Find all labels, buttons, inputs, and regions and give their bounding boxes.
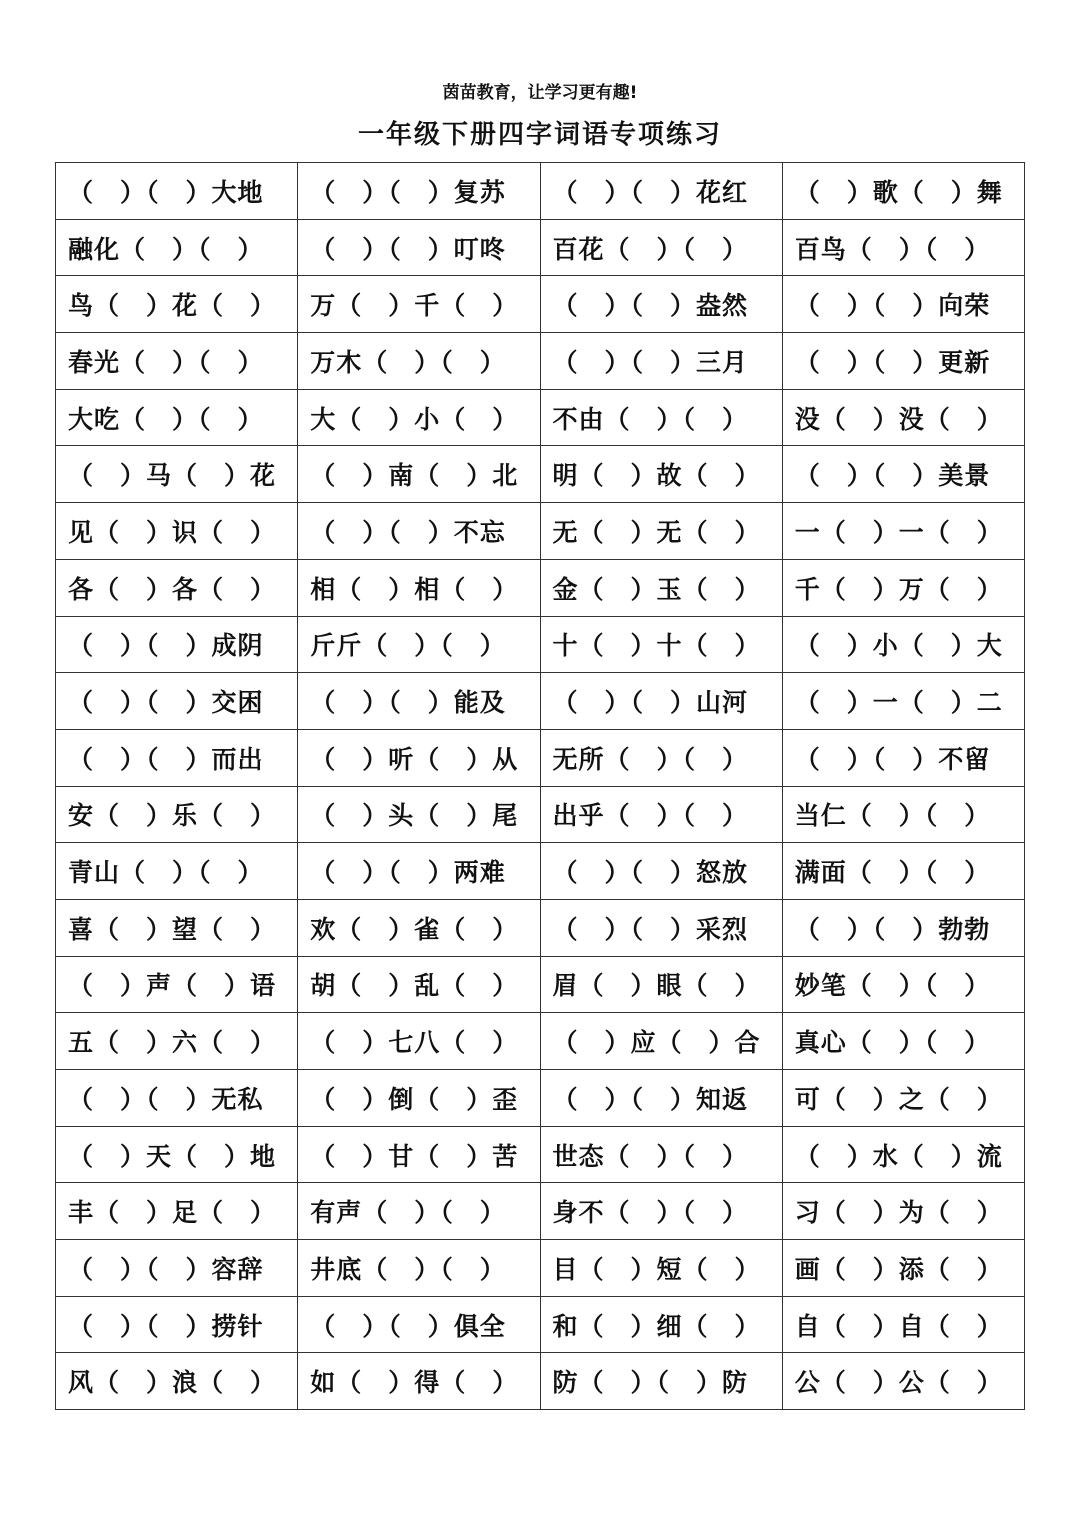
table-row [56, 559, 1025, 616]
idiom-cell: （ ）（ ）盎然 [540, 276, 782, 333]
table-row [56, 503, 1025, 560]
idiom-cell: 十（ ）十（ ） [540, 616, 782, 673]
table-row [56, 219, 1025, 276]
idiom-cell: （ ）（ ）大地 [56, 163, 298, 220]
idiom-cell: 目（ ）短（ ） [540, 1240, 782, 1297]
table-row [56, 1013, 1025, 1070]
idiom-cell: （ ）（ ）无私 [56, 1070, 298, 1127]
idiom-cell: 无所（ ）（ ） [540, 729, 782, 786]
idiom-cell: 眉（ ）眼（ ） [540, 956, 782, 1013]
idiom-cell: 可（ ）之（ ） [782, 1070, 1024, 1127]
idiom-cell: 明（ ）故（ ） [540, 446, 782, 503]
idiom-cell: （ ）应（ ）合 [540, 1013, 782, 1070]
idiom-cell: 各（ ）各（ ） [56, 559, 298, 616]
idiom-cell: （ ）（ ）交困 [56, 673, 298, 730]
idiom-cell: 画（ ）添（ ） [782, 1240, 1024, 1297]
idiom-cell: 无（ ）无（ ） [540, 503, 782, 560]
idiom-cell: （ ）（ ）向荣 [782, 276, 1024, 333]
idiom-cell: （ ）甘（ ）苦 [298, 1126, 540, 1183]
idiom-cell: （ ）（ ）美景 [782, 446, 1024, 503]
idiom-cell: 风（ ）浪（ ） [56, 1353, 298, 1410]
table-row [56, 1126, 1025, 1183]
idiom-cell: （ ）（ ）三月 [540, 333, 782, 390]
idiom-cell: 如（ ）得（ ） [298, 1353, 540, 1410]
idiom-cell: 春光（ ）（ ） [56, 333, 298, 390]
idiom-cell: 融化（ ）（ ） [56, 219, 298, 276]
header-slogan: 茵苗教育，让学习更有趣! [442, 83, 638, 103]
table-row [56, 786, 1025, 843]
idiom-cell: 妙笔（ ）（ ） [782, 956, 1024, 1013]
idiom-cell: 大吃（ ）（ ） [56, 389, 298, 446]
idiom-cell: （ ）（ ）知返 [540, 1070, 782, 1127]
idiom-cell: （ ）（ ）采烈 [540, 899, 782, 956]
table-row [56, 1353, 1025, 1410]
idiom-cell: 胡（ ）乱（ ） [298, 956, 540, 1013]
table-row [56, 1070, 1025, 1127]
idiom-cell: 万木（ ）（ ） [298, 333, 540, 390]
idiom-cell: 身不（ ）（ ） [540, 1183, 782, 1240]
table-row [56, 333, 1025, 390]
idiom-cell: 世态（ ）（ ） [540, 1126, 782, 1183]
idiom-cell: 大（ ）小（ ） [298, 389, 540, 446]
idiom-cell: 有声（ ）（ ） [298, 1183, 540, 1240]
idiom-exercise-table [55, 162, 1025, 1410]
table-row [56, 843, 1025, 900]
idiom-cell: 公（ ）公（ ） [782, 1353, 1024, 1410]
idiom-cell: （ ）（ ）怒放 [540, 843, 782, 900]
table-row [56, 1296, 1025, 1353]
idiom-cell: 防（ ）（ ）防 [540, 1353, 782, 1410]
idiom-cell: （ ）声（ ）语 [56, 956, 298, 1013]
idiom-cell: （ ）歌（ ）舞 [782, 163, 1024, 220]
idiom-cell: 青山（ ）（ ） [56, 843, 298, 900]
table-row [56, 673, 1025, 730]
idiom-cell: （ ）（ ）成阴 [56, 616, 298, 673]
idiom-cell: 斤斤（ ）（ ） [298, 616, 540, 673]
idiom-cell: 欢（ ）雀（ ） [298, 899, 540, 956]
idiom-cell: 相（ ）相（ ） [298, 559, 540, 616]
table-row [56, 899, 1025, 956]
idiom-cell: 自（ ）自（ ） [782, 1296, 1024, 1353]
worksheet-title: 一年级下册四字词语专项练习 [357, 120, 722, 150]
table-row [56, 389, 1025, 446]
idiom-cell: 安（ ）乐（ ） [56, 786, 298, 843]
idiom-cell: （ ）小（ ）大 [782, 616, 1024, 673]
idiom-cell: （ ）（ ）俱全 [298, 1296, 540, 1353]
idiom-cell: （ ）七八（ ） [298, 1013, 540, 1070]
table-row [56, 729, 1025, 786]
idiom-cell: 千（ ）万（ ） [782, 559, 1024, 616]
idiom-cell: 喜（ ）望（ ） [56, 899, 298, 956]
idiom-cell: （ ）（ ）勃勃 [782, 899, 1024, 956]
table-row [56, 956, 1025, 1013]
idiom-cell: 鸟（ ）花（ ） [56, 276, 298, 333]
idiom-cell: 真心（ ）（ ） [782, 1013, 1024, 1070]
idiom-cell: （ ）（ ）更新 [782, 333, 1024, 390]
idiom-cell: 满面（ ）（ ） [782, 843, 1024, 900]
idiom-cell: 井底（ ）（ ） [298, 1240, 540, 1297]
idiom-cell: （ ）（ ）复苏 [298, 163, 540, 220]
idiom-cell: 当仁（ ）（ ） [782, 786, 1024, 843]
idiom-cell: 一（ ）一（ ） [782, 503, 1024, 560]
idiom-cell: 万（ ）千（ ） [298, 276, 540, 333]
idiom-cell: 没（ ）没（ ） [782, 389, 1024, 446]
idiom-cell: （ ）（ ）能及 [298, 673, 540, 730]
idiom-cell: （ ）（ ）而出 [56, 729, 298, 786]
idiom-cell: （ ）一（ ）二 [782, 673, 1024, 730]
idiom-cell: （ ）天（ ）地 [56, 1126, 298, 1183]
idiom-cell: （ ）（ ）不忘 [298, 503, 540, 560]
idiom-cell: （ ）头（ ）尾 [298, 786, 540, 843]
idiom-cell: （ ）（ ）叮咚 [298, 219, 540, 276]
idiom-cell: （ ）倒（ ）歪 [298, 1070, 540, 1127]
idiom-cell: 见（ ）识（ ） [56, 503, 298, 560]
idiom-cell: （ ）（ ）花红 [540, 163, 782, 220]
table-row [56, 163, 1025, 220]
idiom-cell: 和（ ）细（ ） [540, 1296, 782, 1353]
idiom-cell: （ ）南（ ）北 [298, 446, 540, 503]
idiom-cell: （ ）（ ）不留 [782, 729, 1024, 786]
table-row [56, 1240, 1025, 1297]
idiom-cell: 百花（ ）（ ） [540, 219, 782, 276]
table-row [56, 616, 1025, 673]
idiom-cell: 金（ ）玉（ ） [540, 559, 782, 616]
table-row [56, 276, 1025, 333]
idiom-cell: 习（ ）为（ ） [782, 1183, 1024, 1240]
idiom-cell: 出乎（ ）（ ） [540, 786, 782, 843]
idiom-cell: 五（ ）六（ ） [56, 1013, 298, 1070]
idiom-cell: （ ）水（ ）流 [782, 1126, 1024, 1183]
idiom-cell: 不由（ ）（ ） [540, 389, 782, 446]
table-body [56, 163, 1025, 1410]
idiom-cell: （ ）马（ ）花 [56, 446, 298, 503]
idiom-cell: （ ）（ ）容辞 [56, 1240, 298, 1297]
idiom-cell: （ ）（ ）山河 [540, 673, 782, 730]
idiom-cell: 丰（ ）足（ ） [56, 1183, 298, 1240]
table-row [56, 1183, 1025, 1240]
idiom-cell: 百鸟（ ）（ ） [782, 219, 1024, 276]
table-row [56, 446, 1025, 503]
idiom-cell: （ ）（ ）两难 [298, 843, 540, 900]
idiom-cell: （ ）（ ）捞针 [56, 1296, 298, 1353]
idiom-cell: （ ）听（ ）从 [298, 729, 540, 786]
